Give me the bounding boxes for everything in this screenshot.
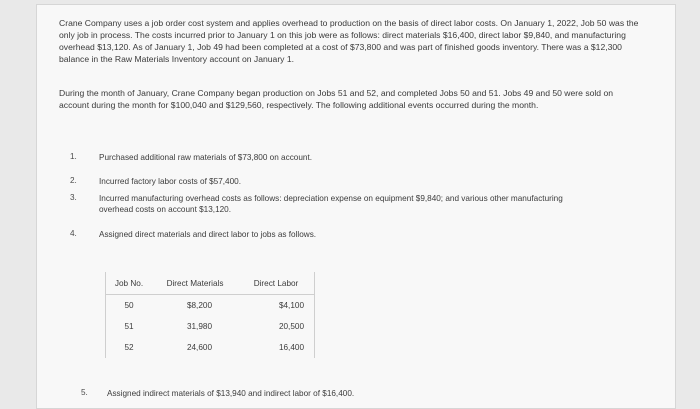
direct-materials-cell: 31,980 [186, 322, 212, 331]
event-text: Incurred manufacturing overhead costs as follows: depreciation expense on equipment $9,840; and various other manufacturing overhead costs on account $13,120. [99, 194, 563, 214]
event-number: 5. [81, 388, 88, 397]
problem-sheet [36, 4, 676, 409]
direct-materials-cell: 24,600 [186, 343, 212, 352]
event-text: Incurred factory labor costs of $57,400. [99, 177, 241, 186]
direct-labor-cell: 20,500 [238, 316, 315, 337]
event-text: Purchased additional raw materials of $73,800 on account. [99, 153, 313, 162]
job-number-cell: 50 [106, 295, 153, 317]
table-row [106, 295, 315, 317]
job-number-cell: 52 [106, 337, 153, 358]
column-header-direct-materials: Direct Materials [152, 272, 238, 295]
event-text: Assigned indirect materials of $13,940 and indirect labor of $16,400. [107, 389, 355, 398]
direct-materials-cell: $8,200 [186, 301, 212, 310]
job-assignment-table [105, 272, 315, 358]
event-text: Assigned direct materials and direct labor to jobs as follows. [99, 230, 317, 239]
column-header-job-no: Job No. [106, 272, 153, 295]
event-number: 2. [70, 176, 77, 185]
direct-labor-cell: 16,400 [238, 337, 315, 358]
intro-paragraph: Crane Company uses a job order cost system and applies overhead to production on the basis of direct labor costs. On January 1, 2022, Job 50 was the only job in process. The costs incurred prior to January 1 on this job were as follows: direct materials $16,400, direct labor $9,840, and manufacturing overhead $13,120. As of January 1, Job 49 had been completed at a cost of $73,800 and was part of finished goods inventory. There was a $12,300 balance in the Raw Materials Inventory account on January 1. [59, 18, 639, 64]
column-header-direct-labor: Direct Labor [238, 272, 315, 295]
table-header-row [106, 272, 315, 295]
table-row [106, 337, 315, 358]
event-number: 3. [70, 193, 77, 202]
month-paragraph: During the month of January, Crane Company began production on Jobs 51 and 52, and completed Jobs 50 and 51. Jobs 49 and 50 were sold on account during the month for $100,040 and $129,560, respectively. The following additional events occurred during the month. [59, 88, 614, 110]
direct-labor-cell: $4,100 [238, 295, 315, 317]
event-number: 1. [70, 152, 77, 161]
job-number-cell: 51 [106, 316, 153, 337]
table-row [106, 316, 315, 337]
event-number: 4. [70, 229, 77, 238]
